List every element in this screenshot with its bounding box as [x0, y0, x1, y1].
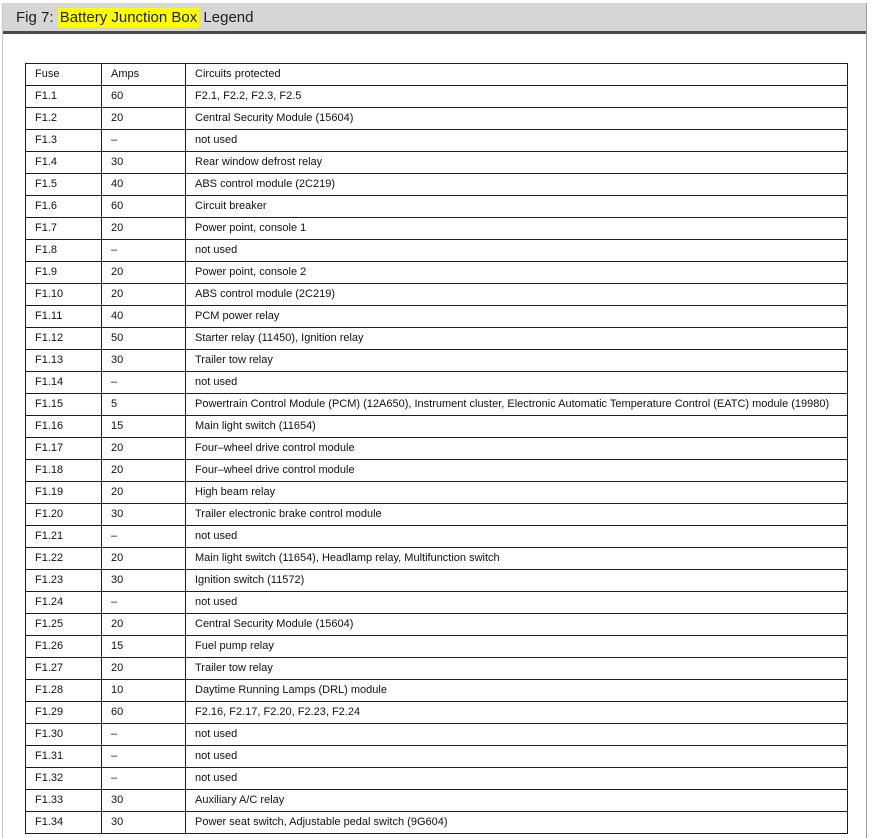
table-row — [26, 328, 848, 350]
table-header-row — [26, 64, 848, 86]
fuse-cell: F1.17 — [26, 438, 102, 460]
amps-cell: – — [102, 746, 186, 768]
circuits-cell: not used — [186, 526, 848, 548]
circuits-cell: F2.16, F2.17, F2.20, F2.23, F2.24 — [186, 702, 848, 724]
column-header-amps: Amps — [102, 64, 186, 86]
circuits-cell: not used — [186, 240, 848, 262]
fuse-cell: F1.12 — [26, 328, 102, 350]
table-row — [26, 174, 848, 196]
amps-cell: – — [102, 526, 186, 548]
circuits-cell: Central Security Module (15604) — [186, 108, 848, 130]
fuse-cell: F1.31 — [26, 746, 102, 768]
circuits-cell: Main light switch (11654) — [186, 416, 848, 438]
table-row — [26, 768, 848, 790]
figure-title-highlight: Battery Junction Box — [59, 8, 198, 26]
amps-cell: 15 — [102, 636, 186, 658]
amps-cell: 30 — [102, 152, 186, 174]
fuse-cell: F1.11 — [26, 306, 102, 328]
fuse-cell: F1.30 — [26, 724, 102, 746]
column-header-circuits: Circuits protected — [186, 64, 848, 86]
table-row — [26, 262, 848, 284]
fuse-cell: F1.24 — [26, 592, 102, 614]
fuse-cell: F1.10 — [26, 284, 102, 306]
figure-title — [16, 9, 254, 26]
circuits-cell: not used — [186, 724, 848, 746]
table-row — [26, 438, 848, 460]
table-row — [26, 196, 848, 218]
amps-cell: 5 — [102, 394, 186, 416]
circuits-cell: Trailer tow relay — [186, 350, 848, 372]
amps-cell: 30 — [102, 570, 186, 592]
fuse-cell: F1.32 — [26, 768, 102, 790]
amps-cell: 30 — [102, 350, 186, 372]
amps-cell: – — [102, 592, 186, 614]
table-row — [26, 350, 848, 372]
table-row — [26, 702, 848, 724]
circuits-cell: Power point, console 1 — [186, 218, 848, 240]
fuse-cell: F1.26 — [26, 636, 102, 658]
table-row — [26, 658, 848, 680]
amps-cell: 20 — [102, 108, 186, 130]
fuse-cell: F1.7 — [26, 218, 102, 240]
table-row — [26, 812, 848, 834]
fuse-cell: F1.5 — [26, 174, 102, 196]
document-frame — [2, 3, 867, 838]
figure-title-suffix: Legend — [199, 8, 254, 26]
circuits-cell: Four–wheel drive control module — [186, 438, 848, 460]
amps-cell: 20 — [102, 658, 186, 680]
fuse-cell: F1.18 — [26, 460, 102, 482]
fuse-cell: F1.1 — [26, 86, 102, 108]
table-container — [3, 34, 866, 834]
circuits-cell: Central Security Module (15604) — [186, 614, 848, 636]
table-row — [26, 108, 848, 130]
circuits-cell: Trailer electronic brake control module — [186, 504, 848, 526]
amps-cell: 50 — [102, 328, 186, 350]
circuits-cell: Auxiliary A/C relay — [186, 790, 848, 812]
table-row — [26, 284, 848, 306]
table-row — [26, 372, 848, 394]
amps-cell: 20 — [102, 460, 186, 482]
fuse-cell: F1.34 — [26, 812, 102, 834]
circuits-cell: Main light switch (11654), Headlamp relay, Multifunction switch — [186, 548, 848, 570]
circuits-cell: not used — [186, 746, 848, 768]
amps-cell: 30 — [102, 504, 186, 526]
fuse-table-body — [26, 86, 848, 834]
figure-title-bar — [3, 3, 866, 34]
circuits-cell: Starter relay (11450), Ignition relay — [186, 328, 848, 350]
amps-cell: – — [102, 240, 186, 262]
table-row — [26, 504, 848, 526]
amps-cell: 15 — [102, 416, 186, 438]
circuits-cell: Ignition switch (11572) — [186, 570, 848, 592]
circuits-cell: not used — [186, 592, 848, 614]
figure-title-prefix: Fig 7: — [16, 8, 58, 26]
table-row — [26, 86, 848, 108]
circuits-cell: ABS control module (2C219) — [186, 284, 848, 306]
circuits-cell: not used — [186, 768, 848, 790]
fuse-cell: F1.23 — [26, 570, 102, 592]
fuse-cell: F1.33 — [26, 790, 102, 812]
fuse-cell: F1.19 — [26, 482, 102, 504]
table-row — [26, 416, 848, 438]
circuits-cell: not used — [186, 372, 848, 394]
circuits-cell: Powertrain Control Module (PCM) (12A650), Instrument cluster, Electronic Automatic Temperature Control (EATC) module (19980) — [186, 394, 848, 416]
table-row — [26, 548, 848, 570]
amps-cell: – — [102, 372, 186, 394]
fuse-cell: F1.6 — [26, 196, 102, 218]
table-row — [26, 592, 848, 614]
table-row — [26, 394, 848, 416]
fuse-cell: F1.20 — [26, 504, 102, 526]
fuse-cell: F1.4 — [26, 152, 102, 174]
circuits-cell: High beam relay — [186, 482, 848, 504]
table-row — [26, 526, 848, 548]
table-row — [26, 746, 848, 768]
fuse-cell: F1.9 — [26, 262, 102, 284]
amps-cell: – — [102, 130, 186, 152]
table-row — [26, 130, 848, 152]
amps-cell: 40 — [102, 174, 186, 196]
fuse-cell: F1.2 — [26, 108, 102, 130]
circuits-cell: F2.1, F2.2, F2.3, F2.5 — [186, 86, 848, 108]
table-row — [26, 724, 848, 746]
fuse-cell: F1.28 — [26, 680, 102, 702]
table-row — [26, 460, 848, 482]
amps-cell: 20 — [102, 482, 186, 504]
amps-cell: 30 — [102, 790, 186, 812]
circuits-cell: Circuit breaker — [186, 196, 848, 218]
amps-cell: 20 — [102, 284, 186, 306]
amps-cell: – — [102, 724, 186, 746]
amps-cell: 10 — [102, 680, 186, 702]
circuits-cell: Rear window defrost relay — [186, 152, 848, 174]
fuse-legend-table — [25, 63, 848, 834]
table-row — [26, 790, 848, 812]
fuse-cell: F1.14 — [26, 372, 102, 394]
fuse-cell: F1.15 — [26, 394, 102, 416]
column-header-fuse: Fuse — [26, 64, 102, 86]
amps-cell: 20 — [102, 262, 186, 284]
circuits-cell: Four–wheel drive control module — [186, 460, 848, 482]
table-row — [26, 152, 848, 174]
amps-cell: 60 — [102, 86, 186, 108]
amps-cell: 40 — [102, 306, 186, 328]
fuse-cell: F1.29 — [26, 702, 102, 724]
table-row — [26, 482, 848, 504]
table-row — [26, 218, 848, 240]
circuits-cell: Trailer tow relay — [186, 658, 848, 680]
fuse-cell: F1.13 — [26, 350, 102, 372]
circuits-cell: Power seat switch, Adjustable pedal switch (9G604) — [186, 812, 848, 834]
amps-cell: 30 — [102, 812, 186, 834]
circuits-cell: Fuel pump relay — [186, 636, 848, 658]
table-row — [26, 570, 848, 592]
amps-cell: 20 — [102, 614, 186, 636]
table-row — [26, 636, 848, 658]
table-row — [26, 306, 848, 328]
amps-cell: 60 — [102, 196, 186, 218]
amps-cell: 60 — [102, 702, 186, 724]
fuse-cell: F1.16 — [26, 416, 102, 438]
circuits-cell: Daytime Running Lamps (DRL) module — [186, 680, 848, 702]
fuse-cell: F1.25 — [26, 614, 102, 636]
amps-cell: 20 — [102, 438, 186, 460]
table-row — [26, 614, 848, 636]
table-row — [26, 680, 848, 702]
fuse-cell: F1.27 — [26, 658, 102, 680]
fuse-cell: F1.3 — [26, 130, 102, 152]
amps-cell: – — [102, 768, 186, 790]
amps-cell: 20 — [102, 218, 186, 240]
amps-cell: 20 — [102, 548, 186, 570]
circuits-cell: ABS control module (2C219) — [186, 174, 848, 196]
fuse-cell: F1.21 — [26, 526, 102, 548]
fuse-cell: F1.22 — [26, 548, 102, 570]
circuits-cell: not used — [186, 130, 848, 152]
table-row — [26, 240, 848, 262]
fuse-cell: F1.8 — [26, 240, 102, 262]
circuits-cell: PCM power relay — [186, 306, 848, 328]
circuits-cell: Power point, console 2 — [186, 262, 848, 284]
